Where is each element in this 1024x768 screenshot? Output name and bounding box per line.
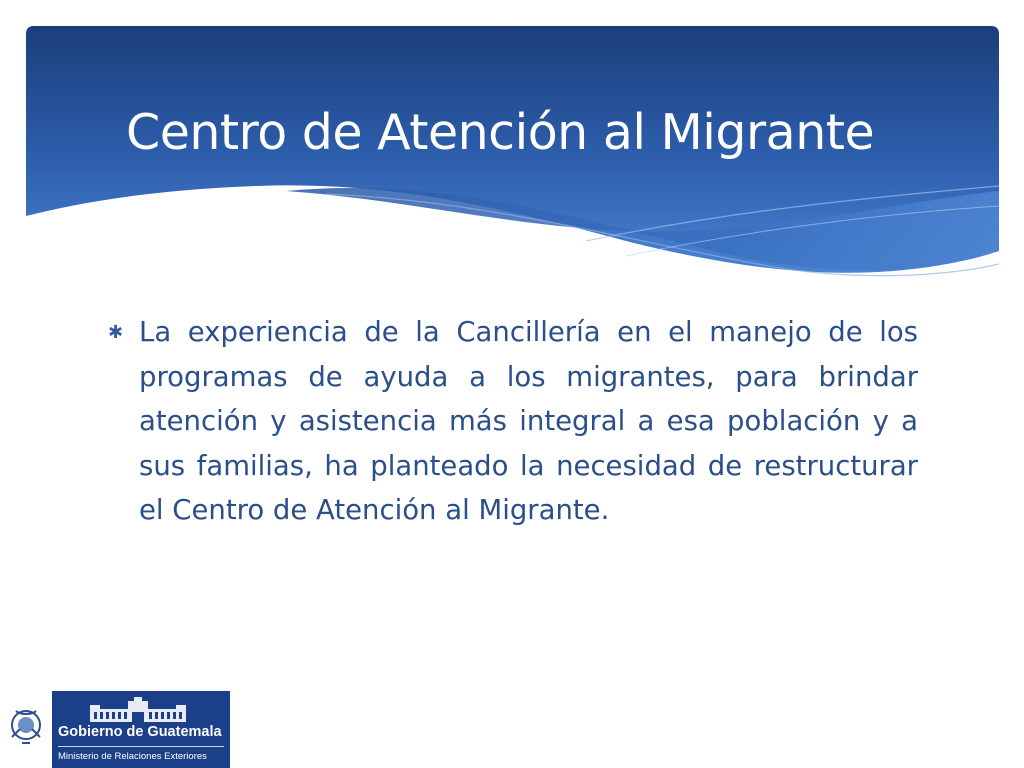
bullet-list xyxy=(108,310,918,533)
logo-panel xyxy=(52,691,230,768)
coat-of-arms-icon xyxy=(6,703,46,749)
asterisk-bullet-icon: ✱ xyxy=(108,322,124,343)
slide-title: Centro de Atención al Migrante xyxy=(126,104,875,161)
logo-name: Gobierno de Guatemala xyxy=(58,724,222,740)
emblem-box xyxy=(0,691,53,768)
government-logo xyxy=(0,691,230,768)
palace-building-icon xyxy=(88,697,188,723)
logo-subtitle: Ministerio de Relaciones Exteriores xyxy=(58,751,207,762)
bullet-item-text: La experiencia de la Cancillería en el manejo de los programas de ayuda a los migrantes, para brindar atención y asistencia más integral a esa población y a sus familias, ha planteado la necesidad de restructurar el Centro de Atención al Migrante. xyxy=(139,316,918,526)
logo-divider xyxy=(58,746,224,747)
header-banner xyxy=(26,26,999,286)
